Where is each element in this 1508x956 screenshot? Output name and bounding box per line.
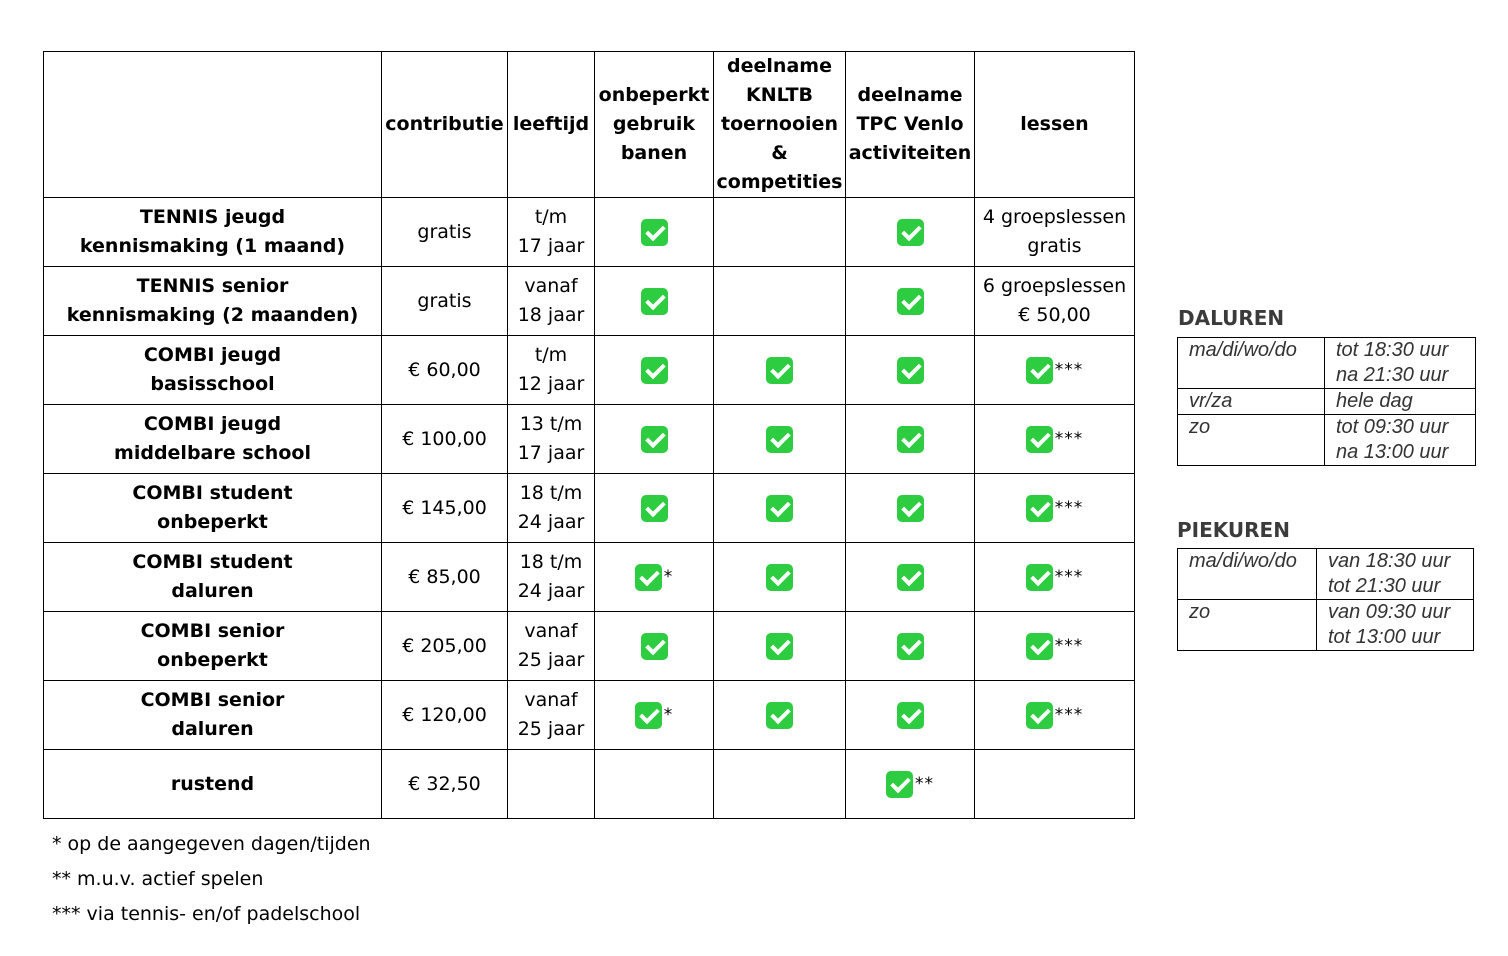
table-row xyxy=(44,405,1135,474)
leeftijd-line: 12 jaar xyxy=(517,373,585,395)
tpc-cell xyxy=(846,405,975,474)
knltb-cell xyxy=(714,198,846,267)
hours-row xyxy=(1178,600,1474,651)
header-line: banen xyxy=(620,142,688,164)
check-icon xyxy=(766,495,793,522)
tpc-cell xyxy=(846,474,975,543)
leeftijd-cell xyxy=(508,405,595,474)
lessen-cell xyxy=(975,543,1135,612)
header-blank xyxy=(44,52,382,198)
header-line: TPC Venlo xyxy=(856,113,964,135)
hours-time-line: hele dag xyxy=(1336,390,1413,412)
piekuren-heading: PIEKUREN xyxy=(1177,518,1290,542)
footnote-mark: *** xyxy=(1054,635,1084,656)
hours-day: zo xyxy=(1178,600,1317,651)
lessen-cell xyxy=(975,336,1135,405)
membership-name xyxy=(44,474,382,543)
banen-cell xyxy=(595,336,714,405)
hours-time-line: tot 21:30 uur xyxy=(1328,575,1441,597)
leeftijd-cell xyxy=(508,267,595,336)
check-icon xyxy=(1026,633,1053,660)
header-line: lessen xyxy=(1020,113,1089,135)
hours-day: ma/di/wo/do xyxy=(1178,338,1325,389)
leeftijd-line: t/m xyxy=(534,344,568,366)
hours-row xyxy=(1178,415,1476,466)
header-line: onbeperkt xyxy=(598,84,710,106)
hours-time-line: van 18:30 uur xyxy=(1328,550,1451,572)
check-icon xyxy=(897,564,924,591)
tpc-cell xyxy=(846,750,975,819)
membership-name-line: onbeperkt xyxy=(157,649,268,671)
lessen-cell xyxy=(975,750,1135,819)
hours-time-line: tot 18:30 uur xyxy=(1336,339,1449,361)
knltb-cell xyxy=(714,267,846,336)
hours-time-line: tot 13:00 uur xyxy=(1328,626,1441,648)
banen-cell xyxy=(595,543,714,612)
leeftijd-cell xyxy=(508,750,595,819)
footnote-mark: *** xyxy=(1054,359,1084,380)
leeftijd-cell xyxy=(508,198,595,267)
lessen-cell xyxy=(975,405,1135,474)
leeftijd-line: vanaf xyxy=(524,275,578,297)
footnote-mark: *** xyxy=(1054,566,1084,587)
hours-times xyxy=(1325,389,1476,415)
membership-name-line: middelbare school xyxy=(114,442,311,464)
header-line: competities xyxy=(716,171,843,193)
lessen-cell xyxy=(975,681,1135,750)
check-icon xyxy=(641,219,668,246)
lessen-text-line: gratis xyxy=(1027,235,1082,257)
knltb-cell xyxy=(714,612,846,681)
footnote-mark: *** xyxy=(1054,704,1084,725)
membership-name-line: kennismaking (1 maand) xyxy=(79,235,346,257)
leeftijd-line: 18 t/m xyxy=(519,551,583,573)
header-leeftijd xyxy=(508,52,595,198)
check-icon xyxy=(897,219,924,246)
lessen-text-line: € 50,00 xyxy=(1018,304,1091,326)
banen-cell xyxy=(595,681,714,750)
banen-cell xyxy=(595,198,714,267)
check-icon xyxy=(641,426,668,453)
tpc-cell xyxy=(846,198,975,267)
table-row xyxy=(44,474,1135,543)
check-icon xyxy=(897,495,924,522)
banen-cell xyxy=(595,474,714,543)
leeftijd-line: 25 jaar xyxy=(517,649,585,671)
banen-cell xyxy=(595,612,714,681)
check-icon xyxy=(635,702,662,729)
membership-name-line: COMBI jeugd xyxy=(143,413,282,435)
tpc-cell xyxy=(846,612,975,681)
leeftijd-cell xyxy=(508,474,595,543)
membership-name-line: kennismaking (2 maanden) xyxy=(66,304,359,326)
knltb-cell xyxy=(714,405,846,474)
membership-name-line: daluren xyxy=(171,718,254,740)
contributie-cell: € 205,00 xyxy=(382,612,508,681)
membership-name xyxy=(44,543,382,612)
contributie-cell: gratis xyxy=(382,267,508,336)
check-icon xyxy=(897,633,924,660)
membership-name-line: daluren xyxy=(171,580,254,602)
contributie-cell: € 60,00 xyxy=(382,336,508,405)
check-icon xyxy=(766,426,793,453)
check-icon xyxy=(641,633,668,660)
membership-name-line: TENNIS senior xyxy=(136,275,289,297)
header-line: & xyxy=(771,142,788,164)
check-icon xyxy=(1026,495,1053,522)
hours-time-line: na 21:30 uur xyxy=(1336,364,1449,386)
header-deelname-knltb xyxy=(714,52,846,198)
tpc-cell xyxy=(846,336,975,405)
table-row xyxy=(44,336,1135,405)
footnote-single-asterisk: * op de aangegeven dagen/tijden xyxy=(52,833,371,855)
footnote-double-asterisk: ** m.u.v. actief spelen xyxy=(52,868,264,890)
membership-name xyxy=(44,267,382,336)
header-onbeperkt-gebruik-banen xyxy=(595,52,714,198)
table-row xyxy=(44,612,1135,681)
membership-name xyxy=(44,336,382,405)
footnote-mark: *** xyxy=(1054,428,1084,449)
knltb-cell xyxy=(714,474,846,543)
header-line: toernooien xyxy=(721,113,838,135)
membership-name-line: COMBI jeugd xyxy=(143,344,282,366)
check-icon xyxy=(886,771,913,798)
membership-name xyxy=(44,405,382,474)
knltb-cell xyxy=(714,543,846,612)
leeftijd-line: vanaf xyxy=(524,620,578,642)
knltb-cell xyxy=(714,336,846,405)
footnote-mark: ** xyxy=(915,773,934,794)
check-icon xyxy=(635,564,662,591)
hours-day: vr/za xyxy=(1178,389,1325,415)
knltb-cell xyxy=(714,750,846,819)
header-deelname-tpc-venlo xyxy=(846,52,975,198)
leeftijd-line: t/m xyxy=(534,206,568,228)
contributie-cell: € 32,50 xyxy=(382,750,508,819)
header-contributie xyxy=(382,52,508,198)
membership-name xyxy=(44,750,382,819)
leeftijd-cell xyxy=(508,612,595,681)
hours-time-line: tot 09:30 uur xyxy=(1336,416,1449,438)
lessen-cell xyxy=(975,267,1135,336)
hours-day: zo xyxy=(1178,415,1325,466)
tpc-cell xyxy=(846,681,975,750)
membership-name-line: COMBI student xyxy=(132,482,293,504)
header-line: deelname xyxy=(727,55,832,77)
footnote-triple-asterisk: *** via tennis- en/of padelschool xyxy=(52,903,361,925)
header-lessen xyxy=(975,52,1135,198)
header-line: KNLTB xyxy=(745,84,814,106)
membership-name-line: TENNIS jeugd xyxy=(139,206,286,228)
check-icon xyxy=(897,288,924,315)
check-icon xyxy=(897,702,924,729)
banen-cell xyxy=(595,267,714,336)
hours-time-line: van 09:30 uur xyxy=(1328,601,1451,623)
leeftijd-cell xyxy=(508,543,595,612)
membership-name-line: onbeperkt xyxy=(157,511,268,533)
leeftijd-line: 18 jaar xyxy=(517,304,585,326)
daluren-heading: DALUREN xyxy=(1178,306,1285,330)
hours-row xyxy=(1178,389,1476,415)
leeftijd-cell xyxy=(508,681,595,750)
leeftijd-line: 24 jaar xyxy=(517,511,585,533)
piekuren-table xyxy=(1177,548,1474,651)
table-row xyxy=(44,543,1135,612)
leeftijd-line: vanaf xyxy=(524,689,578,711)
footnote-mark: * xyxy=(663,704,674,725)
leeftijd-line: 17 jaar xyxy=(517,235,585,257)
membership-name-line: rustend xyxy=(170,772,255,795)
check-icon xyxy=(641,495,668,522)
check-icon xyxy=(766,702,793,729)
contributie-cell: € 145,00 xyxy=(382,474,508,543)
hours-times xyxy=(1317,600,1474,651)
membership-name xyxy=(44,198,382,267)
check-icon xyxy=(1026,357,1053,384)
tpc-cell xyxy=(846,267,975,336)
contributie-cell: € 100,00 xyxy=(382,405,508,474)
check-icon xyxy=(1026,702,1053,729)
table-row xyxy=(44,750,1135,819)
check-icon xyxy=(897,426,924,453)
knltb-cell xyxy=(714,681,846,750)
hours-times xyxy=(1325,415,1476,466)
leeftijd-line: 18 t/m xyxy=(519,482,583,504)
hours-times xyxy=(1325,338,1476,389)
footnote-mark: * xyxy=(663,566,674,587)
membership-name-line: COMBI senior xyxy=(140,689,285,711)
membership-name-line: basisschool xyxy=(150,373,275,395)
check-icon xyxy=(897,357,924,384)
hours-day: ma/di/wo/do xyxy=(1178,549,1317,600)
check-icon xyxy=(1026,564,1053,591)
contributie-cell: gratis xyxy=(382,198,508,267)
tpc-cell xyxy=(846,543,975,612)
membership-table xyxy=(43,51,1135,819)
lessen-cell xyxy=(975,474,1135,543)
hours-row xyxy=(1178,549,1474,600)
membership-name xyxy=(44,681,382,750)
check-icon xyxy=(766,633,793,660)
check-icon xyxy=(641,288,668,315)
contributie-cell: € 120,00 xyxy=(382,681,508,750)
check-icon xyxy=(641,357,668,384)
check-icon xyxy=(1026,426,1053,453)
leeftijd-line: 13 t/m xyxy=(519,413,583,435)
header-line: leeftijd xyxy=(512,113,590,135)
lessen-cell xyxy=(975,198,1135,267)
leeftijd-cell xyxy=(508,336,595,405)
table-row xyxy=(44,681,1135,750)
header-line: contributie xyxy=(385,113,504,135)
banen-cell xyxy=(595,405,714,474)
hours-row xyxy=(1178,338,1476,389)
daluren-table xyxy=(1177,337,1476,466)
check-icon xyxy=(766,357,793,384)
footnote-mark: *** xyxy=(1054,497,1084,518)
membership-name xyxy=(44,612,382,681)
membership-name-line: COMBI senior xyxy=(140,620,285,642)
lessen-cell xyxy=(975,612,1135,681)
table-row xyxy=(44,267,1135,336)
hours-times xyxy=(1317,549,1474,600)
lessen-text-line: 4 groepslessen xyxy=(982,206,1127,228)
leeftijd-line: 25 jaar xyxy=(517,718,585,740)
table-row xyxy=(44,198,1135,267)
contributie-cell: € 85,00 xyxy=(382,543,508,612)
table-header-row xyxy=(44,52,1135,198)
check-icon xyxy=(766,564,793,591)
lessen-text-line: 6 groepslessen xyxy=(982,275,1127,297)
hours-time-line: na 13:00 uur xyxy=(1336,441,1449,463)
header-line: activiteiten xyxy=(848,142,972,164)
leeftijd-line: 24 jaar xyxy=(517,580,585,602)
header-line: deelname xyxy=(857,84,963,106)
membership-name-line: COMBI student xyxy=(132,551,293,573)
header-line: gebruik xyxy=(612,113,696,135)
leeftijd-line: 17 jaar xyxy=(517,442,585,464)
banen-cell xyxy=(595,750,714,819)
